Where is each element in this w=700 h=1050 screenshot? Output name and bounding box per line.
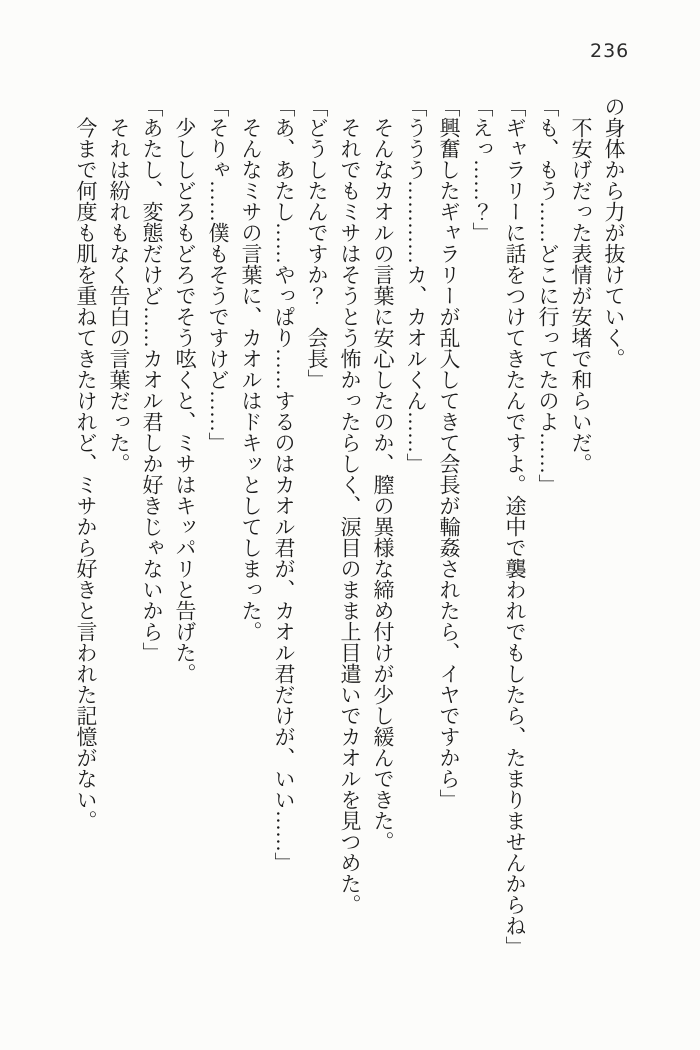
text-line: 不安げだった表情が安堵で和らいだ。 <box>569 117 593 474</box>
text-line: 今まで何度も肌を重ねてきたけれど、ミサから好きと言われた記憶がない。 <box>74 117 98 831</box>
text-line: 「どうしたんですか？ 会長」 <box>305 96 329 390</box>
text-line: 「も、もう……どこに行ってたのよ……」 <box>536 96 560 495</box>
text-line: 少ししどろもどろでそう呟くと、ミサはキッパリと告げた。 <box>173 117 197 684</box>
text-line: の身体から力が抜けていく。 <box>602 96 626 369</box>
text-line: 「あ、あたし……やっぱり……するのはカオル君が、カオル君だけが、いい……」 <box>272 96 296 873</box>
page-number: 236 <box>590 40 630 62</box>
text-line: 「そりゃ……僕もそうですけど……」 <box>206 96 230 453</box>
text-line: それは紛れもなく告白の言葉だった。 <box>107 117 131 474</box>
text-line: 「えっ……？」 <box>470 96 494 243</box>
text-line: 「ギャラリーに話をつけてきたんですよ。途中で襲われでもしたら、たまりませんからね」 <box>503 96 527 957</box>
text-line: 「興奮したギャラリーが乱入してきて会長が輪姦されたら、イヤですから」 <box>437 96 461 810</box>
text-line: 「ううう…………カ、カオルくん……」 <box>404 96 428 474</box>
text-line: そんなカオルの言葉に安心したのか、膣の異様な締め付けが少し緩んできた。 <box>371 117 395 852</box>
text-line: 「あたし、変態だけど……カオル君しか好きじゃないから」 <box>140 96 164 663</box>
text-block <box>69 96 630 982</box>
text-line: それでもミサはそうとう怖かったらしく、涙目のまま上目遣いでカオルを見つめた。 <box>338 117 362 915</box>
text-line: そんなミサの言葉に、カオルはドキッとしてしまった。 <box>239 117 263 642</box>
